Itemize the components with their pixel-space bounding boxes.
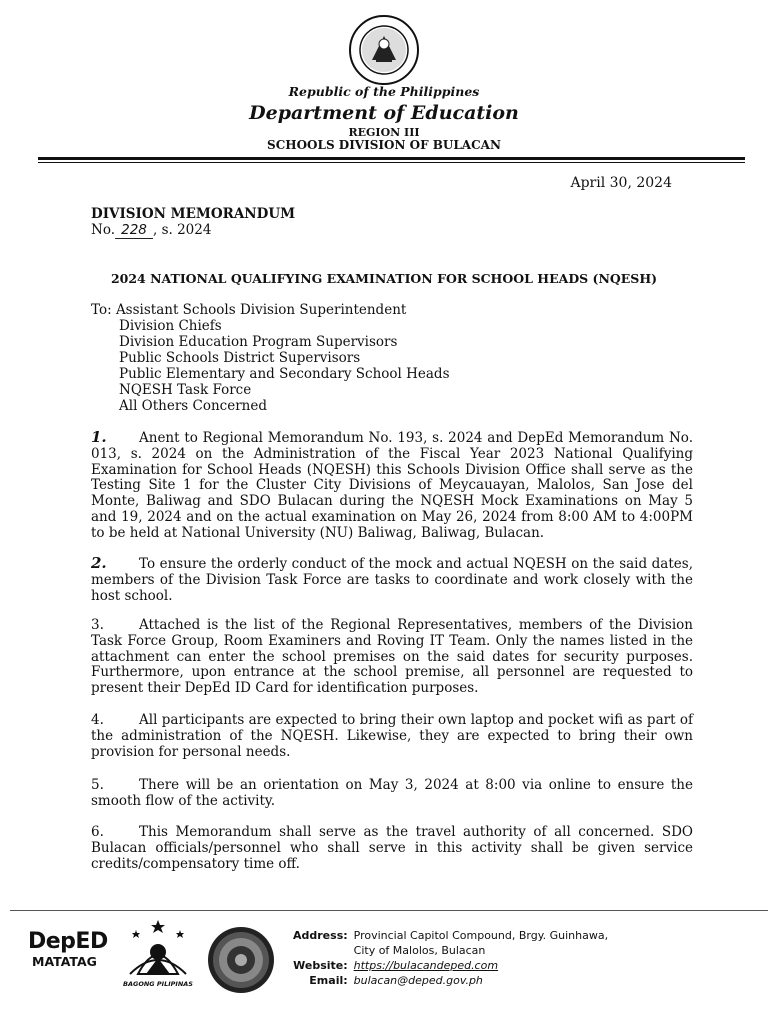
memo-title: 2024 NATIONAL QUALIFYING EXAMINATION FOR SCHOOL HEADS (NQESH) [110, 271, 658, 286]
paragraph-text: To ensure the orderly conduct of the mock and actual NQESH on the said dates, members of the Division Task Force are tasks to coordinate and work closely with the host school. [91, 556, 693, 604]
recipient: NQESH Task Force [119, 382, 252, 398]
address-line-1: Provincial Capitol Compound, Brgy. Guinhawa, [353, 929, 609, 942]
matatag-logo-text: MATATAG [32, 954, 97, 969]
header-rule-thin [38, 162, 745, 163]
paragraph-text: This Memorandum shall serve as the travel authority of all concerned. SDO Bulacan officials/personnel who shall serve in this activity shall be given service credits/compensatory time off. [91, 824, 693, 872]
paragraph-number: 2. [91, 554, 107, 572]
paragraph-text: Attached is the list of the Regional Representatives, members of the Division Task Force Group, Room Examiners and Roving IT Team. Only the names listed in the attachment can enter the school premises on the said dates for security purposes. Furthermore, upon entrance at the school premise, all personnel are requested to present their DepEd ID Card for identification purposes. [91, 617, 693, 697]
recipients-block [91, 302, 450, 414]
paragraph-number: 1. [91, 428, 107, 446]
memo-series: , s. 2024 [153, 222, 212, 238]
address-label: Address: [293, 929, 348, 942]
contact-block [293, 928, 614, 988]
bagong-pilipinas-logo [116, 918, 200, 990]
republic-heading: Republic of the Philippines [288, 84, 480, 99]
region-heading: REGION III [348, 126, 420, 139]
paragraph-text: All participants are expected to bring their own laptop and pocket wifi as part of the administration of the NQESH. Likewise, they are expected to bring their own provision for personal needs. [91, 712, 693, 760]
recipient: Assistant Schools Division Superintendent [115, 302, 407, 318]
paragraph-text: Anent to Regional Memorandum No. 193, s. 2024 and DepEd Memorandum No. 013, s. 2024 on the Administration of the Fiscal Year 2023 National Qualifying Examination for School Heads (NQESH) this Schools Division Office shall serve as the Testing Site 1 for the Cluster City Divisions of Meycauayan, Malolos, San Jose del Monte, Baliwag and SDO Bulacan during the NQESH Mock Examinations on May 5 and 19, 2024 and on the actual examination on May 26, 2024 from 8:00 AM to 4:00PM to be held at National University (NU) Baliwag, Baliwag, Bulacan. [91, 430, 693, 541]
email-label: Email: [309, 974, 348, 987]
deped-logo-text: DepED [28, 929, 108, 954]
paragraph-text: There will be an orientation on May 3, 2024 at 8:00 via online to ensure the smooth flow of the activity. [91, 777, 693, 809]
memo-label: DIVISION MEMORANDUM [91, 206, 296, 222]
sdo-bulacan-seal [206, 925, 276, 995]
recipient: Public Elementary and Secondary School Heads [119, 366, 450, 382]
paragraph-2 [91, 556, 693, 604]
paragraph-3 [91, 618, 693, 697]
recipient: Division Education Program Supervisors [119, 334, 398, 350]
recipient: All Others Concerned [119, 398, 268, 414]
memo-number: 228 [115, 222, 153, 239]
address-line-2: City of Malolos, Bulacan [353, 944, 486, 957]
paragraph-1 [91, 430, 693, 542]
paragraph-number: 6. [91, 824, 104, 840]
website-link[interactable]: https://bulacandeped.com [353, 959, 499, 972]
paragraph-number: 5. [91, 777, 104, 793]
division-heading: SCHOOLS DIVISION OF BULACAN [267, 138, 501, 152]
paragraph-5 [91, 778, 693, 810]
memo-date: April 30, 2024 [570, 175, 672, 191]
deped-seal-logo [348, 14, 420, 86]
memo-no-prefix: No. [91, 222, 115, 238]
to-label: To: [91, 302, 112, 318]
bagong-pilipinas-caption: BAGONG PILIPINAS [123, 980, 193, 988]
paragraph-6 [91, 825, 693, 872]
deped-matatag-logo [28, 930, 108, 996]
memo-number-line [91, 222, 211, 239]
recipient-line [91, 302, 450, 318]
email-address[interactable]: bulacan@deped.gov.ph [353, 974, 483, 987]
website-label: Website: [293, 959, 348, 972]
recipient: Division Chiefs [119, 318, 222, 334]
recipient: Public Schools District Supervisors [119, 350, 361, 366]
header-rule-thick [38, 157, 745, 160]
paragraph-number: 4. [91, 712, 104, 728]
paragraph-number: 3. [91, 617, 104, 633]
department-heading: Department of Education [249, 102, 519, 124]
footer-rule [10, 910, 768, 911]
paragraph-4 [91, 713, 693, 760]
